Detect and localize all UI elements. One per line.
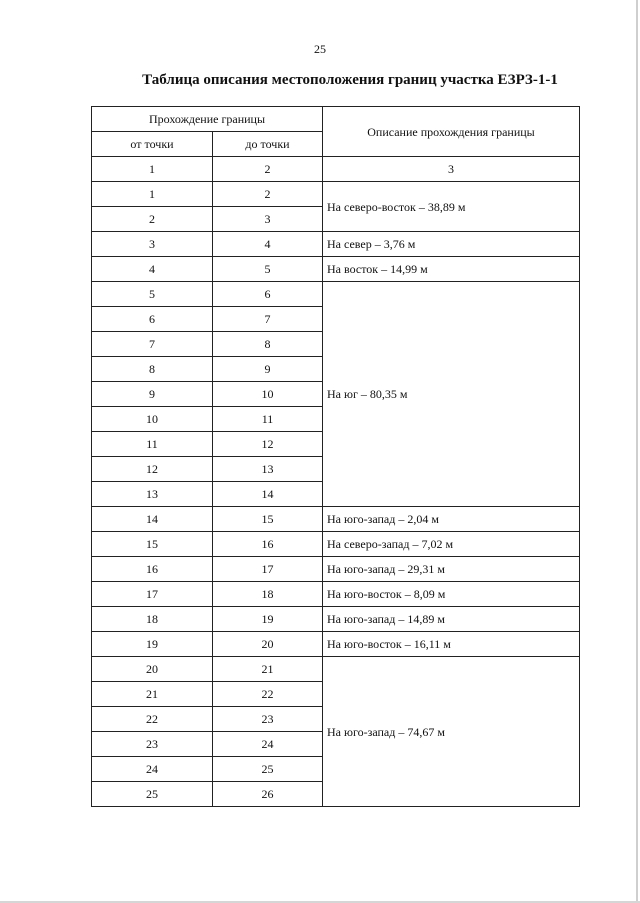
boundary-description-cell: На юго-восток – 16,11 м [323, 632, 580, 657]
boundary-description-cell: На север – 3,76 м [323, 232, 580, 257]
table-row [92, 232, 580, 257]
to-point-cell: 5 [213, 257, 323, 282]
to-point-cell: 12 [213, 432, 323, 457]
from-point-cell: 13 [92, 482, 213, 507]
from-point-cell: 20 [92, 657, 213, 682]
to-point-cell: 9 [213, 357, 323, 382]
table-row [92, 182, 580, 207]
from-point-cell: 19 [92, 632, 213, 657]
table-body [92, 182, 580, 807]
table-row [92, 632, 580, 657]
from-point-cell: 6 [92, 307, 213, 332]
from-point-cell: 16 [92, 557, 213, 582]
from-point-cell: 24 [92, 757, 213, 782]
table-row [92, 607, 580, 632]
boundary-description-table [91, 106, 580, 807]
to-point-cell: 7 [213, 307, 323, 332]
from-point-cell: 3 [92, 232, 213, 257]
to-point-cell: 18 [213, 582, 323, 607]
boundary-description-cell: На юго-запад – 2,04 м [323, 507, 580, 532]
column-number-row [92, 157, 580, 182]
to-point-cell: 26 [213, 782, 323, 807]
boundary-description-cell: На восток – 14,99 м [323, 257, 580, 282]
from-point-cell: 9 [92, 382, 213, 407]
to-point-cell: 17 [213, 557, 323, 582]
to-point-cell: 3 [213, 207, 323, 232]
header-description: Описание прохождения границы [323, 107, 580, 157]
column-number-2: 2 [213, 157, 323, 182]
table-row [92, 557, 580, 582]
boundary-description-cell: На юго-запад – 74,67 м [323, 657, 580, 807]
from-point-cell: 2 [92, 207, 213, 232]
from-point-cell: 12 [92, 457, 213, 482]
to-point-cell: 14 [213, 482, 323, 507]
column-number-1: 1 [92, 157, 213, 182]
column-number-3: 3 [323, 157, 580, 182]
from-point-cell: 18 [92, 607, 213, 632]
table-row [92, 582, 580, 607]
to-point-cell: 16 [213, 532, 323, 557]
boundary-description-cell: На юго-восток – 8,09 м [323, 582, 580, 607]
table-row [92, 257, 580, 282]
from-point-cell: 10 [92, 407, 213, 432]
scan-edge-right [636, 0, 638, 903]
header-row-1 [92, 107, 580, 132]
from-point-cell: 21 [92, 682, 213, 707]
to-point-cell: 11 [213, 407, 323, 432]
header-boundary-passage: Прохождение границы [92, 107, 323, 132]
to-point-cell: 20 [213, 632, 323, 657]
to-point-cell: 24 [213, 732, 323, 757]
boundary-description-cell: На юго-запад – 14,89 м [323, 607, 580, 632]
to-point-cell: 10 [213, 382, 323, 407]
header-to-point: до точки [213, 132, 323, 157]
from-point-cell: 17 [92, 582, 213, 607]
from-point-cell: 5 [92, 282, 213, 307]
from-point-cell: 7 [92, 332, 213, 357]
to-point-cell: 21 [213, 657, 323, 682]
to-point-cell: 19 [213, 607, 323, 632]
from-point-cell: 1 [92, 182, 213, 207]
header-from-point: от точки [92, 132, 213, 157]
document-title: Таблица описания местоположения границ участка ЕЗРЗ-1-1 [142, 72, 558, 88]
to-point-cell: 25 [213, 757, 323, 782]
to-point-cell: 6 [213, 282, 323, 307]
to-point-cell: 15 [213, 507, 323, 532]
boundary-description-cell: На юго-запад – 29,31 м [323, 557, 580, 582]
to-point-cell: 22 [213, 682, 323, 707]
from-point-cell: 15 [92, 532, 213, 557]
to-point-cell: 23 [213, 707, 323, 732]
to-point-cell: 2 [213, 182, 323, 207]
table-row [92, 532, 580, 557]
to-point-cell: 8 [213, 332, 323, 357]
from-point-cell: 23 [92, 732, 213, 757]
from-point-cell: 4 [92, 257, 213, 282]
boundary-description-cell: На юг – 80,35 м [323, 282, 580, 507]
from-point-cell: 25 [92, 782, 213, 807]
page-number: 25 [314, 42, 326, 56]
from-point-cell: 22 [92, 707, 213, 732]
from-point-cell: 14 [92, 507, 213, 532]
to-point-cell: 13 [213, 457, 323, 482]
table-row [92, 507, 580, 532]
boundary-description-cell: На северо-восток – 38,89 м [323, 182, 580, 232]
table-row [92, 282, 580, 307]
from-point-cell: 11 [92, 432, 213, 457]
table-row [92, 657, 580, 682]
from-point-cell: 8 [92, 357, 213, 382]
boundary-description-cell: На северо-запад – 7,02 м [323, 532, 580, 557]
to-point-cell: 4 [213, 232, 323, 257]
